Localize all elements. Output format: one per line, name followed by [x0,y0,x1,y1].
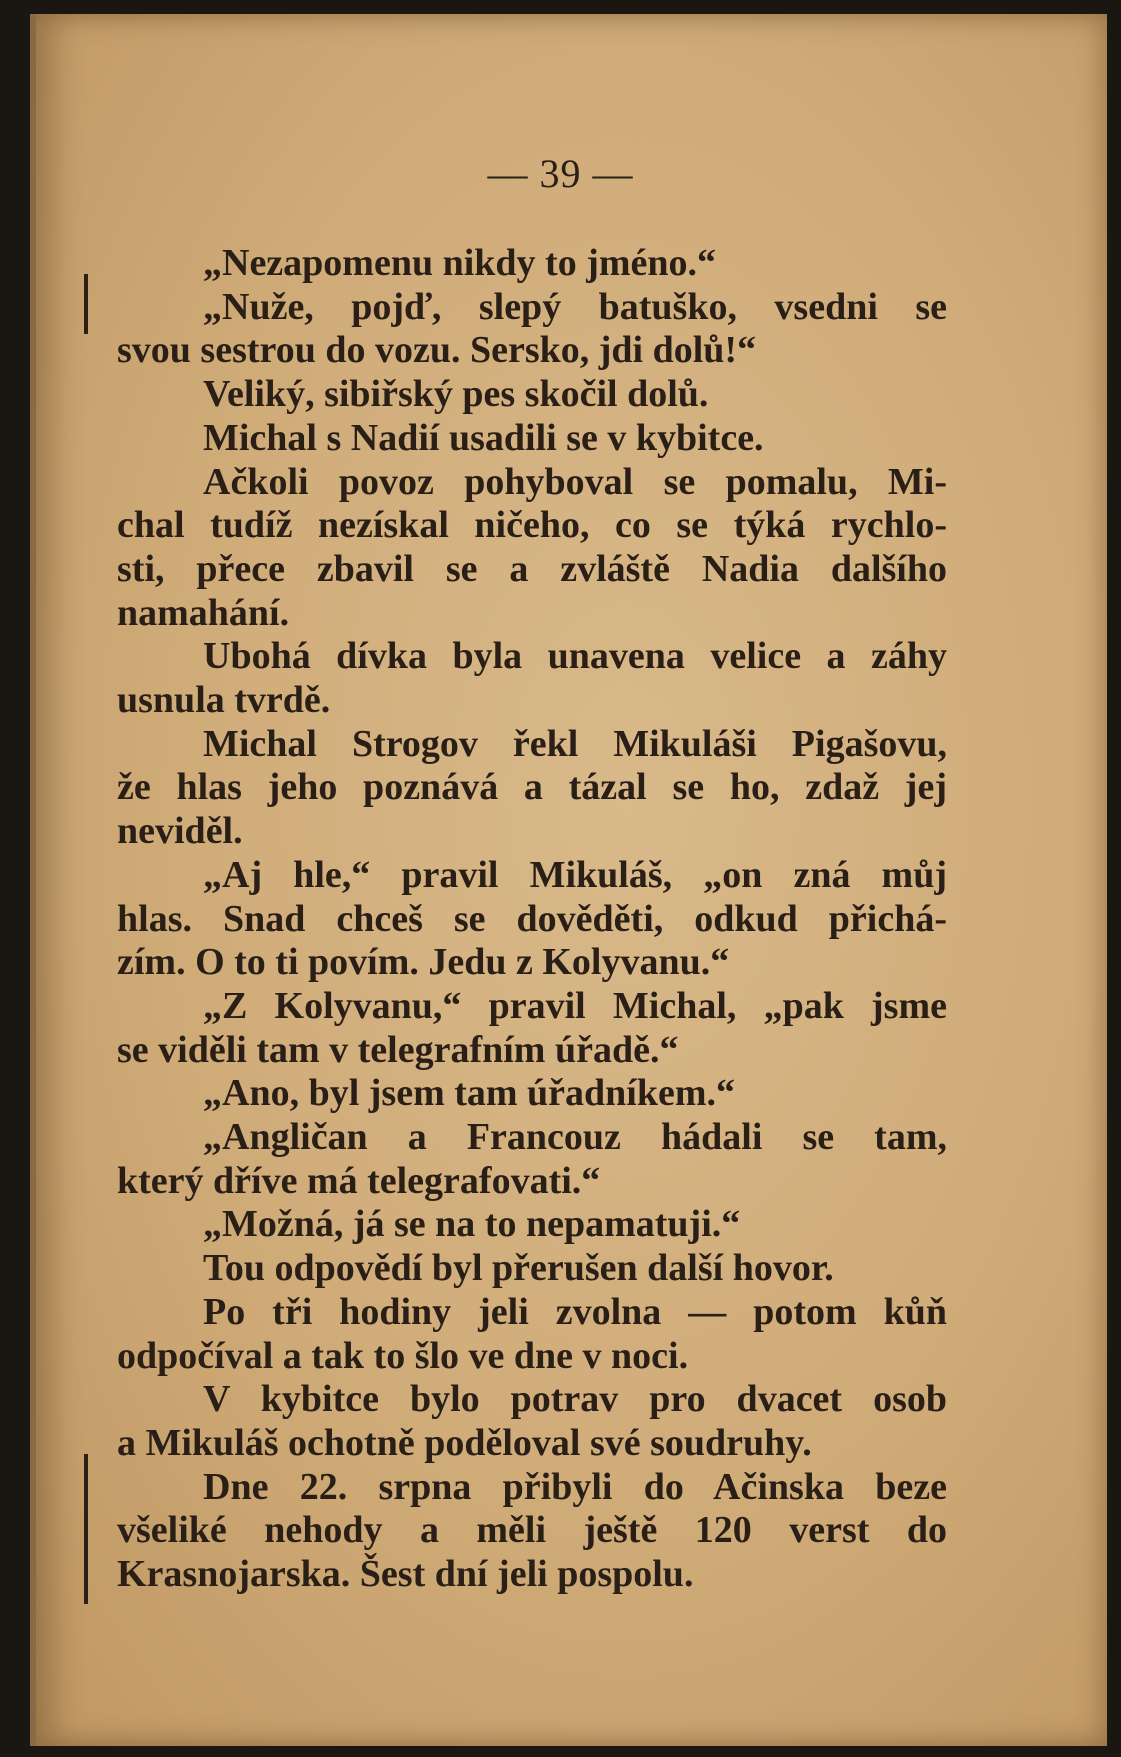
text-line: „Nuže, pojď, slepý batuško, vsedni se [203,285,947,328]
text-line: svou sestrou do vozu. Sersko, jdi dolů!“ [117,329,757,372]
text-line: a Mikuláš ochotně poděloval své soudruhy. [117,1421,812,1464]
text-line: Veliký, sibiřský pes skočil dolů. [203,373,709,416]
text-line: Ačkoli povoz pohyboval se pomalu, Mi- [203,460,947,503]
text-line: „Nezapomenu nikdy to jméno.“ [203,242,717,284]
text-line: se viděli tam v telegrafním úřadě.“ [117,1028,679,1071]
text-line: Michal s Nadií usadili se v kybitce. [203,416,764,459]
text-line: sti, přece zbavil se a zvláště Nadia dalšího [117,547,947,590]
text-line: zím. O to ti povím. Jedu z Kolyvanu.“ [117,941,730,984]
text-line: V kybitce bylo potrav pro dvacet osob [203,1378,947,1421]
text-line: všeliké nehody a měli ještě 120 verst do [117,1509,947,1552]
text-line: Tou odpovědí byl přerušen další hovor. [203,1247,834,1290]
text-line: „Možná, já se na to nepamatuji.“ [203,1203,741,1246]
text-line: že hlas jeho poznává a tázal se ho, zdaž jej [117,766,947,809]
text-line: „Aj hle,“ pravil Mikuláš, „on zná můj [203,853,947,896]
text-line: namahání. [117,591,290,634]
text-line: Michal Strogov řekl Mikuláši Pigašovu, [203,722,947,765]
text-line: „Ano, byl jsem tam úřadníkem.“ [203,1072,736,1115]
text-line: který dříve má telegrafovati.“ [117,1159,601,1202]
text-line: Po tři hodiny jeli zvolna — potom kůň [203,1290,947,1333]
spine-mark [84,1454,88,1604]
text-line: Ubohá dívka byla unavena velice a záhy [203,635,947,678]
text-line: Krasnojarska. Šest dní jeli pospolu. [117,1553,694,1596]
text-line: „Z Kolyvanu,“ pravil Michal, „pak jsme [203,984,947,1027]
body-text [117,242,947,1597]
text-line: hlas. Snad chceš se dověděti, odkud přichá- [117,897,947,940]
text-line: chal tudíž nezískal ničeho, co se týká rychlo- [117,504,947,547]
text-line: neviděl. [117,810,243,853]
text-line: Dne 22. srpna přibyli do Ačinska beze [203,1465,947,1508]
spine-mark [84,274,88,334]
page-number: — 39 — [487,151,634,196]
text-line: „Angličan a Francouz hádali se tam, [203,1116,947,1159]
text-line: usnula tvrdě. [117,679,331,722]
text-line: odpočíval a tak to šlo ve dne v noci. [117,1334,689,1377]
